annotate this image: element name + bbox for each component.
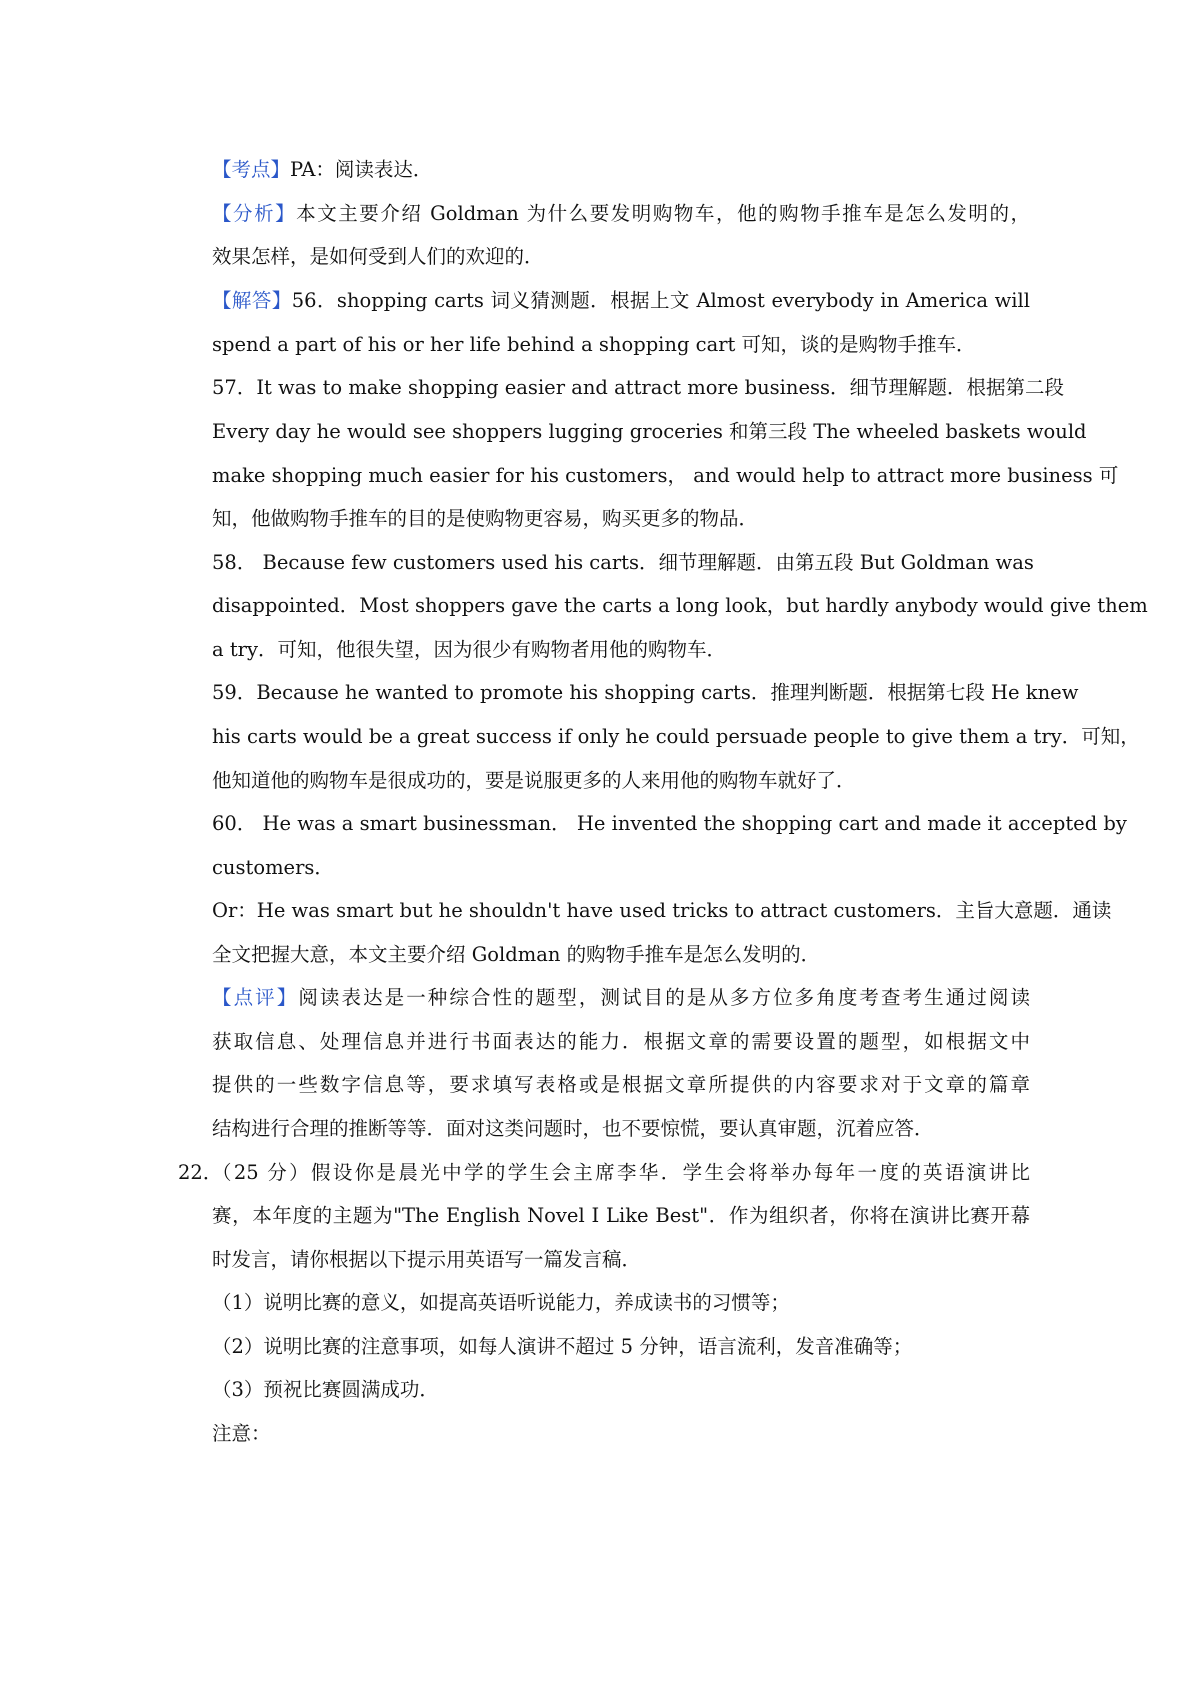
question-22-note: 注意： [212, 1422, 271, 1445]
jieda-60-line-4: 全文把握大意，本文主要介绍 Goldman 的购物手推车是怎么发明的． [212, 943, 821, 966]
dianping-line-1 [212, 983, 1030, 1013]
question-22-point-2: （2）说明比赛的注意事项，如每人演讲不超过 5 分钟，语言流利，发音准确等； [212, 1335, 913, 1358]
jieda-58-line-1: 58． Because few customers used his carts．细节理解题．由第五段 But Goldman was [212, 551, 1034, 574]
kaodian-tag: 【考点】 [212, 158, 291, 181]
question-22-point-3: （3）预祝比赛圆满成功． [212, 1378, 439, 1401]
jieda-56-line-2: spend a part of his or her life behind a shopping cart 可知，谈的是购物手推车． [212, 333, 976, 356]
jieda-tag: 【解答】 [212, 289, 292, 312]
jieda-59-line-3: 他知道他的购物车是很成功的，要是说服更多的人来用他的购物车就好了． [212, 769, 856, 792]
fenxi-text-1: 本文主要介绍 Goldman 为什么要发明购物车，他的购物手推车是怎么发明的， [296, 202, 1030, 225]
jieda-59-line-2: his carts would be a great success if only he could persuade people to give them a try．可知， [212, 725, 1140, 748]
dianping-line-4: 结构进行合理的推断等等．面对这类问题时，也不要惊慌，要认真审题，沉着应答． [212, 1117, 934, 1140]
question-22-number: 22． [178, 1161, 223, 1184]
dianping-text-1: 阅读表达是一种综合性的题型，测试目的是从多方位多角度考查考生通过阅读 [298, 986, 1030, 1009]
jieda-60-line-1: 60． He was a smart businessman． He invented the shopping cart and made it accepted by [212, 812, 1127, 835]
dianping-line-2: 获取信息、处理信息并进行书面表达的能力．根据文章的需要设置的题型，如根据文中 [212, 1030, 1030, 1053]
fenxi-tag: 【分析】 [212, 202, 297, 225]
question-22-line-1: （25 分）假设你是晨光中学的学生会主席李华．学生会将举办每年一度的英语演讲比 [212, 1161, 1030, 1184]
dianping-tag: 【点评】 [212, 986, 299, 1009]
jieda-58-line-3: a try．可知，他很失望，因为很少有购物者用他的购物车． [212, 638, 726, 661]
question-22-line-2: 赛，本年度的主题为"The English Novel I Like Best"．作为组织者，你将在演讲比赛开幕 [212, 1204, 1030, 1227]
kaodian-line [212, 155, 1030, 185]
jieda-59-line-1: 59．Because he wanted to promote his shopping carts．推理判断题．根据第七段 He knew [212, 681, 1079, 704]
jieda-56-text-1: 56．shopping carts 词义猜测题．根据上文 Almost everybody in America will [291, 289, 1030, 312]
jieda-56-line-1 [212, 286, 1030, 316]
question-22-line-3: 时发言，请你根据以下提示用英语写一篇发言稿． [212, 1248, 642, 1271]
fenxi-line-2: 效果怎样，是如何受到人们的欢迎的． [212, 245, 544, 268]
jieda-60-line-2: customers． [212, 856, 334, 879]
fenxi-line-1 [212, 199, 1030, 229]
jieda-58-line-2: disappointed．Most shoppers gave the carts a long look，but hardly anybody would give them [212, 594, 1148, 617]
jieda-57-line-3: make shopping much easier for his customers， and would help to attract more business 可 [212, 464, 1119, 487]
dianping-line-3: 提供的一些数字信息等，要求填写表格或是根据文章所提供的内容要求对于文章的篇章 [212, 1073, 1030, 1096]
jieda-57-line-2: Every day he would see shoppers lugging groceries 和第三段 The wheeled baskets would [212, 420, 1087, 443]
kaodian-text: PA：阅读表达． [290, 158, 433, 181]
jieda-57-line-4: 知，他做购物手推车的目的是使购物更容易，购买更多的物品． [212, 507, 759, 530]
jieda-57-line-1: 57．It was to make shopping easier and attract more business．细节理解题．根据第二段 [212, 376, 1064, 399]
jieda-60-line-3: Or：He was smart but he shouldn't have used tricks to attract customers．主旨大意题．通读 [212, 899, 1112, 922]
question-22-point-1: （1）说明比赛的意义，如提高英语听说能力，养成读书的习惯等； [212, 1291, 790, 1314]
